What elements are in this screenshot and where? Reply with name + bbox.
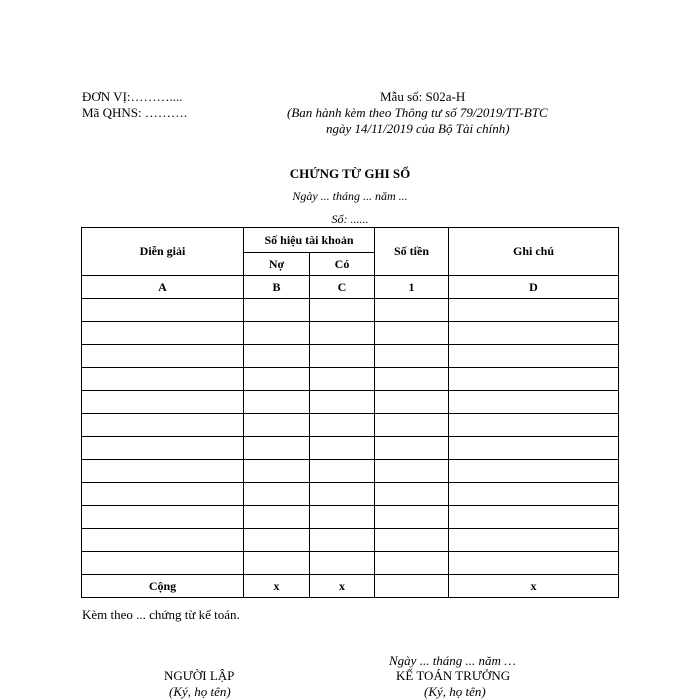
document-number: Số: ......: [331, 212, 369, 226]
unit-label: ĐƠN VỊ:………....: [82, 89, 183, 104]
header-debit: Nợ: [244, 253, 310, 276]
column-letter: B: [244, 276, 310, 299]
header-account-group: Số hiệu tài khoản: [244, 228, 375, 253]
header-note: Ghi chú: [449, 228, 619, 276]
document-title: CHỨNG TỪ GHI SỔ: [289, 166, 411, 181]
total-amount: [375, 575, 449, 598]
header-credit: Có: [310, 253, 375, 276]
column-letters-row: [82, 276, 619, 299]
column-letter: D: [449, 276, 619, 299]
preparer-title: NGƯỜI LẬP: [164, 668, 235, 683]
attachment-note: Kèm theo ... chứng từ kế toán.: [82, 607, 240, 622]
qhns-label: Mã QHNS: ……….: [82, 105, 188, 120]
chief-accountant-signature-note: (Ký, họ tên): [424, 684, 486, 699]
total-row: [82, 575, 619, 598]
header-amount: Số tiền: [375, 228, 449, 276]
preparer-signature-note: (Ký, họ tên): [169, 684, 231, 699]
table-row: [82, 345, 619, 368]
header-description: Diễn giải: [82, 228, 244, 276]
form-code: Mẫu số: S02a-H: [380, 89, 466, 104]
table-row: [82, 529, 619, 552]
table-row: [82, 414, 619, 437]
table-row: [82, 437, 619, 460]
chief-accountant-title: KẾ TOÁN TRƯỞNG: [396, 668, 511, 683]
decree-reference: (Ban hành kèm theo Thông tư số 79/2019/TT-BTC: [287, 105, 548, 120]
ledger-table: [81, 227, 619, 598]
date-line: Ngày ... tháng ... năm ...: [292, 189, 408, 203]
table-row: [82, 506, 619, 529]
table-row: [82, 368, 619, 391]
total-debit: x: [244, 575, 310, 598]
total-label: Cộng: [82, 575, 244, 598]
column-letter: C: [310, 276, 375, 299]
table-row: [82, 552, 619, 575]
signature-date: Ngày ... tháng ... năm …: [389, 653, 516, 668]
table-row: [82, 483, 619, 506]
column-letter: A: [82, 276, 244, 299]
table-row: [82, 299, 619, 322]
total-note: x: [449, 575, 619, 598]
column-letter: 1: [375, 276, 449, 299]
table-row: [82, 391, 619, 414]
table-row: [82, 460, 619, 483]
table-row: [82, 322, 619, 345]
total-credit: x: [310, 575, 375, 598]
decree-date: ngày 14/11/2019 của Bộ Tài chính): [326, 121, 510, 136]
